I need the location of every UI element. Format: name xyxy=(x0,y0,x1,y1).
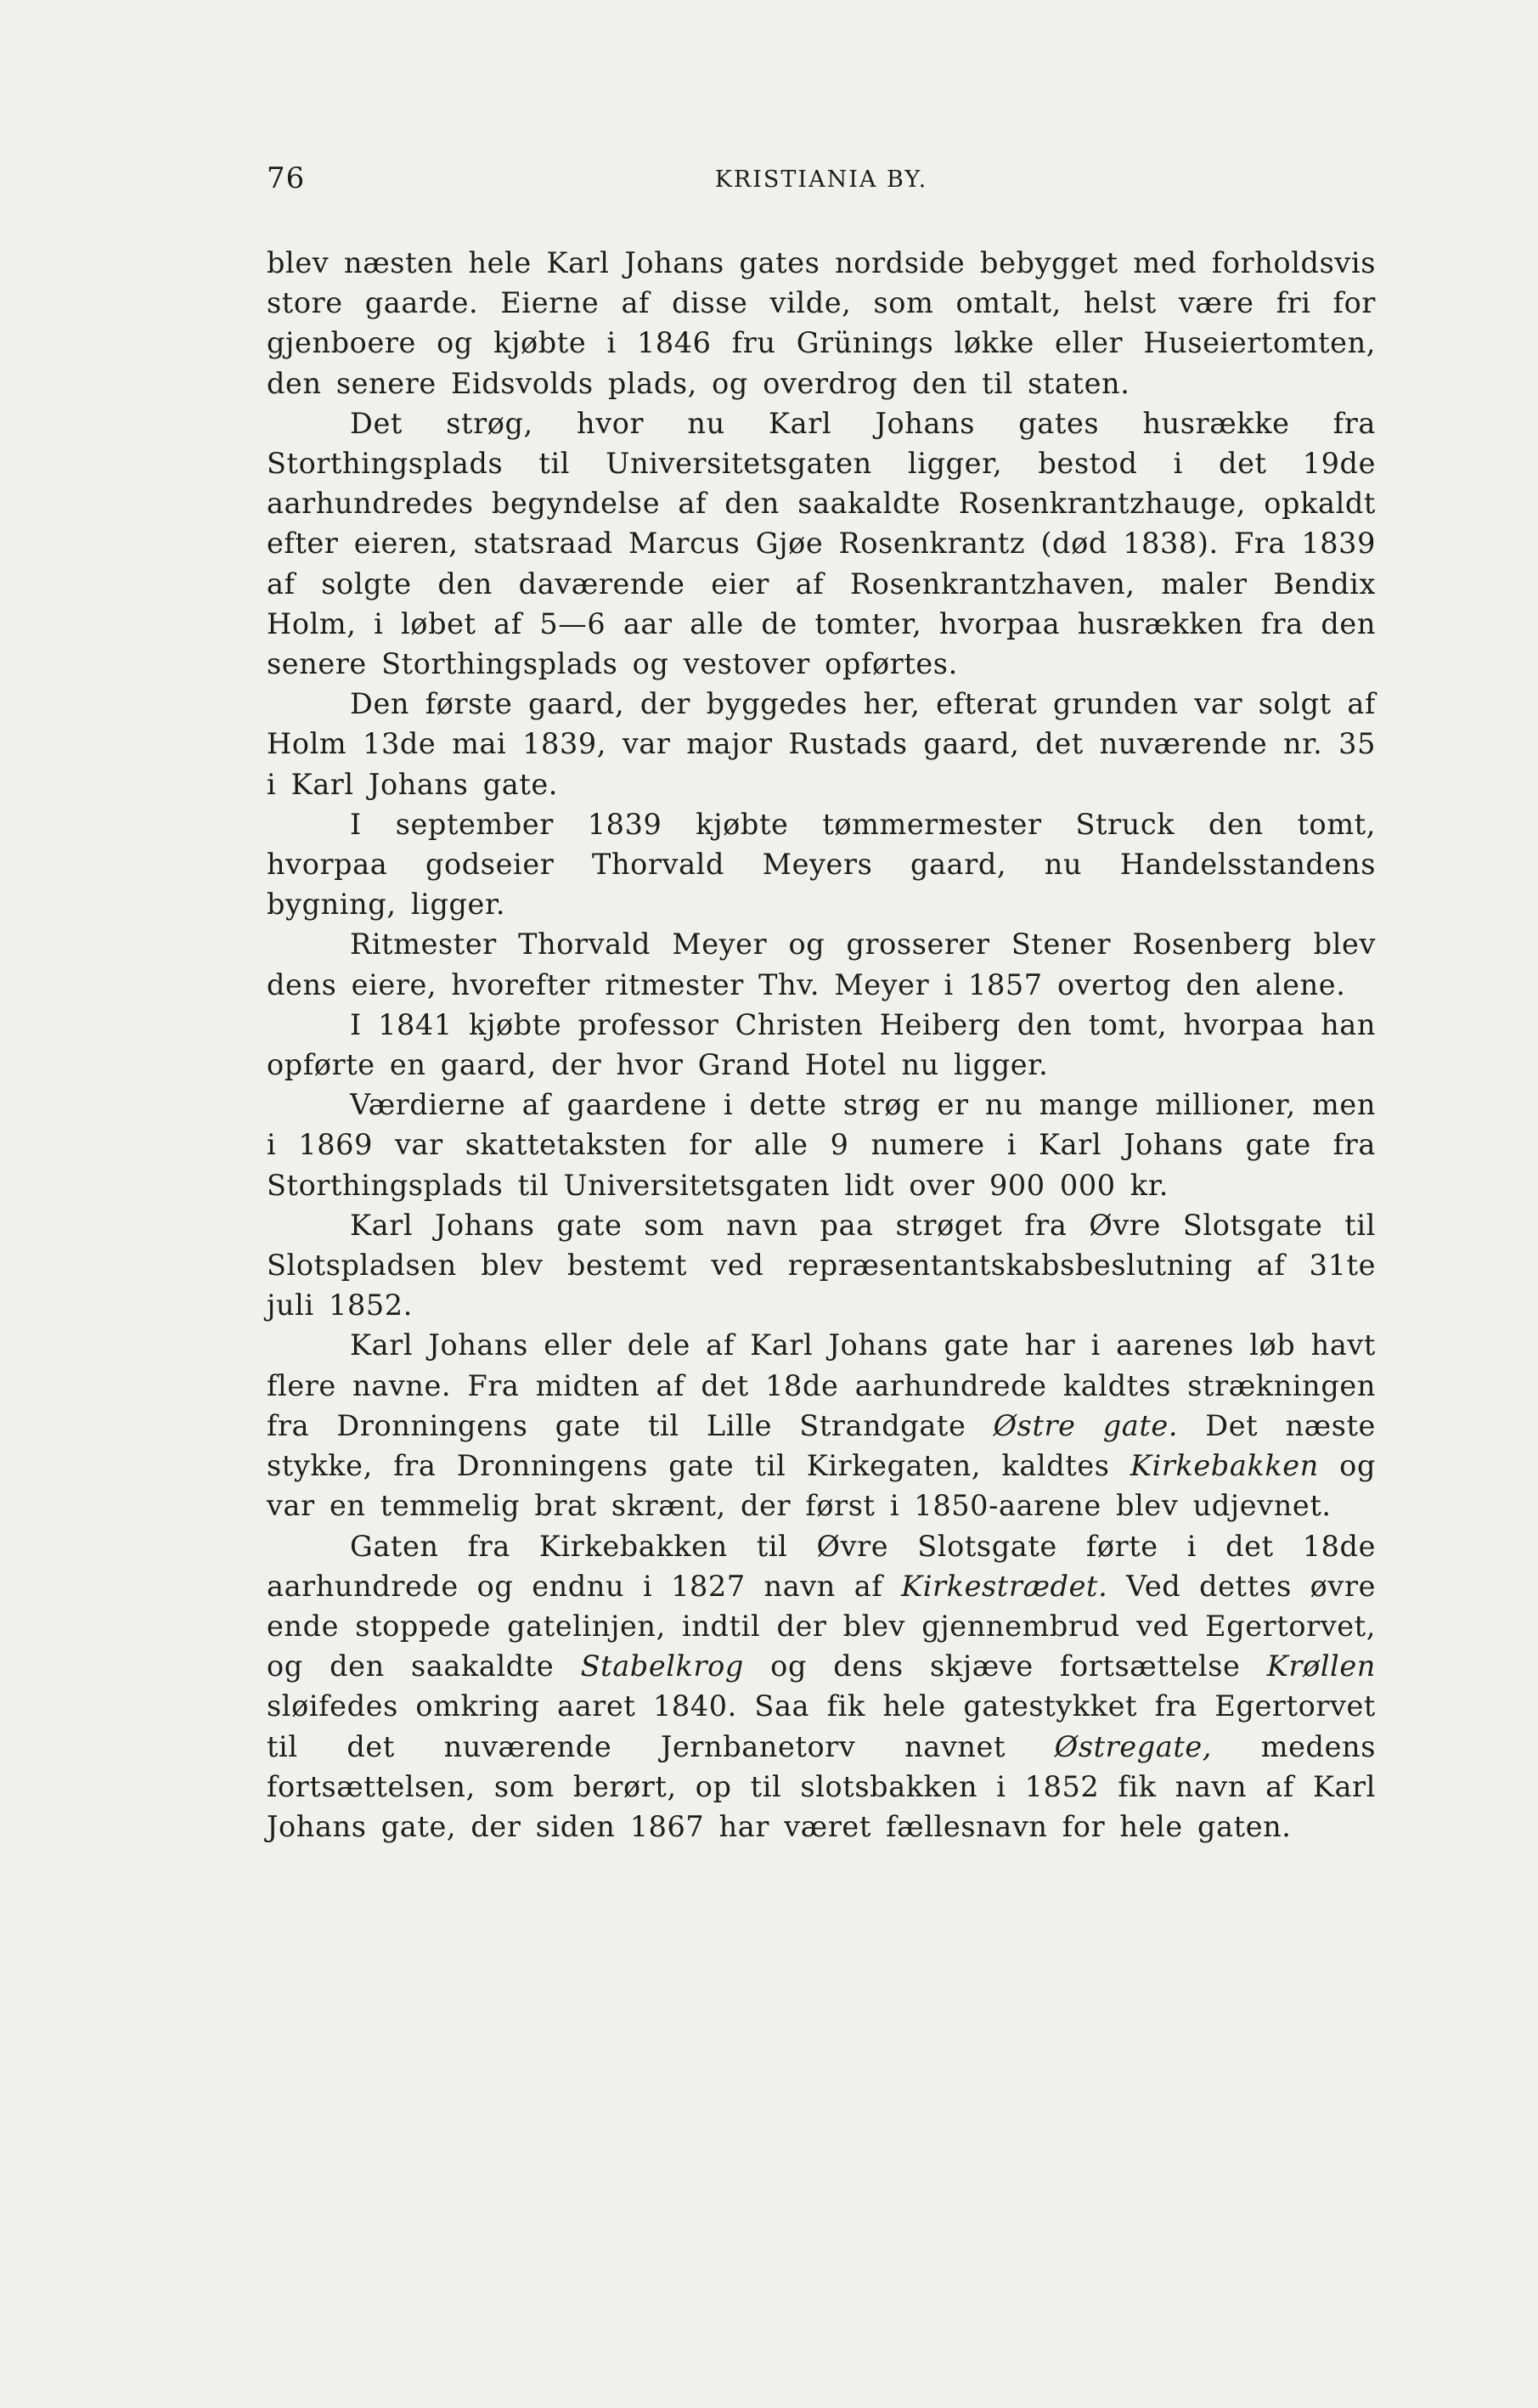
paragraph-text: Gaten fra Kirkebakken til Øvre Slotsgate førte i det 18de aarhundrede og endnu i 1827 navn af xyxy=(267,1529,1376,1603)
paragraph xyxy=(267,924,1376,1004)
paragraph-text: og var en temmelig brat skrænt, der først i 1850-aarene blev udjevnet. xyxy=(267,1449,1376,1523)
italic-street-name: Østre gate. xyxy=(993,1408,1179,1442)
paragraph-text: Det strøg, hvor nu Karl Johans gates husrække fra Storthingsplads til Universitetsgaten ligger, bestod i det 19de aarhundredes begyndelse af den saakaldte Rosenkrantzhauge, opkaldt efter eieren, statsraad Marcus Gjøe Rosenkrantz (død 1838). Fra 1839 af solgte den daværende eier af Rosenkrantzhaven, maler Bendix Holm, i løbet af 5—6 aar alle de tomter, hvorpaa husrækken fra den senere Storthingsplads og vestover opførtes. xyxy=(267,406,1376,681)
italic-street-name: Krøllen xyxy=(1266,1650,1376,1683)
paragraph xyxy=(267,1205,1376,1326)
paragraph-text: Ritmester Thorvald Meyer og grosserer Stener Rosenberg blev dens eiere, hvorefter ritmester Thv. Meyer i 1857 overtog den alene. xyxy=(267,928,1376,1001)
paragraph-text: Den første gaard, der byggedes her, efterat grunden var solgt af Holm 13de mai 1839, var major Rustads gaard, det nuværende nr. 35 i Karl Johans gate. xyxy=(267,687,1376,801)
paragraph-text: Karl Johans gate som navn paa strøget fra Øvre Slotsgate til Slotspladsen blev bestemt ved repræsentantskabsbeslutning af 31te juli 1852. xyxy=(267,1208,1376,1322)
paragraph-text: Ved dettes øvre ende stoppede gatelinjen, indtil der blev gjennembrud ved Egertorvet, og den saakaldte xyxy=(267,1569,1376,1683)
italic-street-name: Kirkebakken xyxy=(1130,1449,1319,1483)
paragraph-text: blev næsten hele Karl Johans gates nordside bebygget med forholdsvis store gaarde. Eierne af disse vilde, som omtalt, helst være fri for gjenboere og kjøbte i 1846 fru Grünings løkke eller Huseiertomten, den senere Eidsvolds plads, og overdrog den til staten. xyxy=(267,246,1376,400)
paragraph-text: sløifedes omkring aaret 1840. Saa fik hele gatestykket fra Egertorvet til det nuværende Jernbanetorv navnet xyxy=(267,1689,1376,1763)
paragraph xyxy=(267,804,1376,925)
paragraph-text: I september 1839 kjøbte tømmermester Struck den tomt, hvorpaa godseier Thorvald Meyers gaard, nu Handelsstandens bygning, ligger. xyxy=(267,807,1376,922)
paragraph-text: og dens skjæve fortsættelse xyxy=(743,1650,1267,1683)
paragraph-text: Værdierne af gaardene i dette strøg er nu mange millioner, men i 1869 var skattetaksten for alle 9 numere i Karl Johans gate fra Storthingsplads til Universitetsgaten lidt over 900 000 kr. xyxy=(267,1088,1376,1202)
paragraph xyxy=(267,403,1376,684)
paragraph xyxy=(267,1526,1376,1847)
page-header xyxy=(267,161,1376,204)
paragraph xyxy=(267,1325,1376,1525)
page-number: 76 xyxy=(267,161,306,195)
paragraph-text: medens fortsættelsen, som berørt, op til slotsbakken i 1852 fik navn af Karl Johans gate, der siden 1867 har været fællesnavn for hele gaten. xyxy=(267,1729,1376,1843)
paragraph xyxy=(267,684,1376,804)
italic-street-name: Østregate, xyxy=(1054,1729,1213,1763)
paragraph-text: Karl Johans eller dele af Karl Johans gate har i aarenes løb havt flere navne. Fra midten af det 18de aarhundrede kaldtes strækningen fra Dronningens gate til Lille Strandgate xyxy=(267,1328,1376,1442)
paragraph-text: Det næste stykke, fra Dronningens gate til Kirkegaten, kaldtes xyxy=(267,1408,1376,1483)
body-text xyxy=(267,243,1376,1847)
paragraph xyxy=(267,1005,1376,1085)
paragraph xyxy=(267,1085,1376,1205)
italic-street-name: Kirkestrædet. xyxy=(901,1569,1108,1603)
paragraph-text: I 1841 kjøbte professor Christen Heiberg den tomt, hvorpaa han opførte en gaard, der hvor Grand Hotel nu ligger. xyxy=(267,1007,1376,1082)
paragraph xyxy=(267,243,1376,403)
running-title: KRISTIANIA BY. xyxy=(714,166,928,193)
italic-street-name: Stabelkrog xyxy=(580,1650,744,1683)
